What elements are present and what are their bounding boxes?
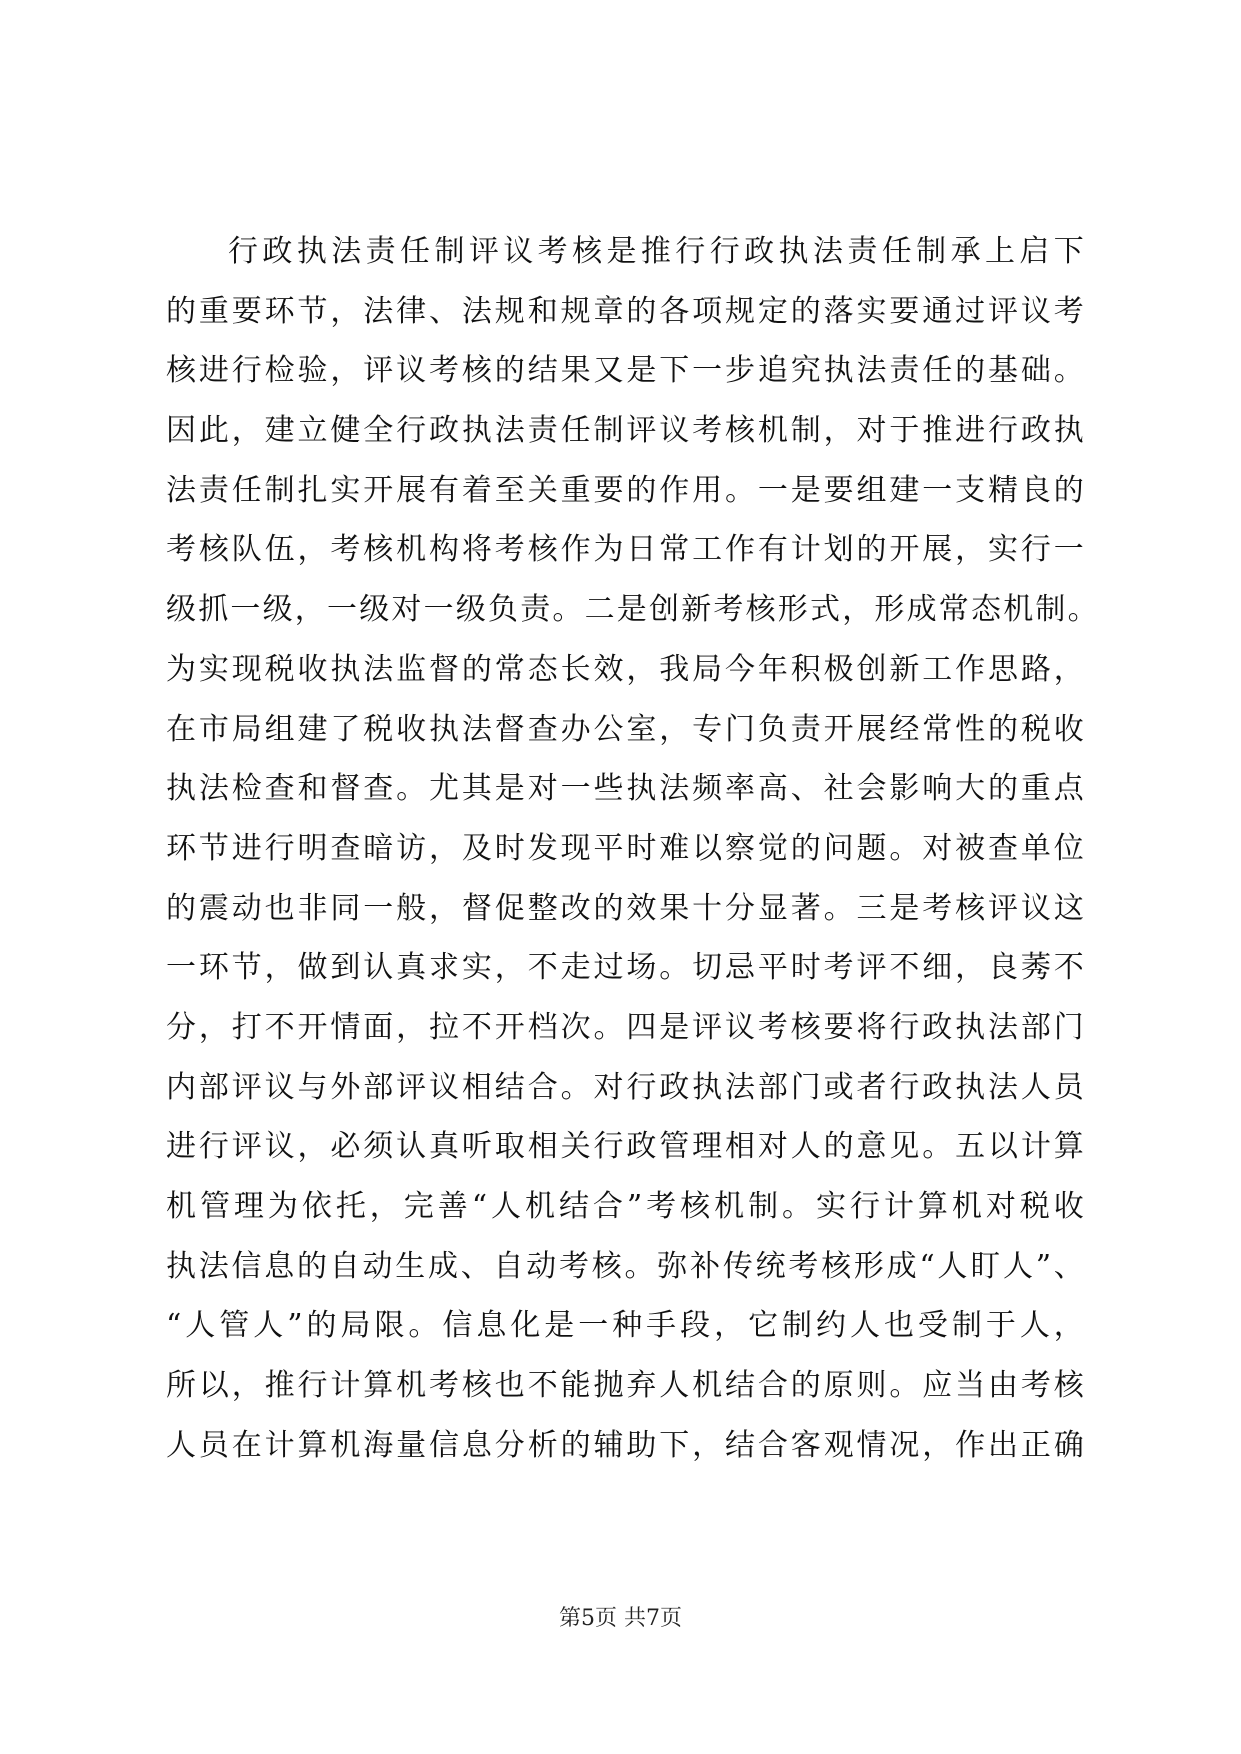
text-line: 法责任制扎实开展有着至关重要的作用。一是要组建一支精良的 (166, 472, 1086, 508)
text-line: 的重要环节，法律、法规和规章的各项规定的落实要通过评议考 (166, 293, 1086, 329)
text-line: 机管理为依托，完善“人机结合”考核机制。实行计算机对税收 (166, 1189, 1086, 1224)
page-number: 第5页 共7页 (559, 1606, 682, 1631)
text-line: 考核队伍，考核机构将考核作为日常工作有计划的开展，实行一 (166, 532, 1086, 568)
text-line: 在市局组建了税收执法督查办公室，专门负责开展经常性的税收 (166, 711, 1086, 747)
text-line: 核进行检验，评议考核的结果又是下一步追究执法责任的基础。 (166, 353, 1086, 389)
text-line: 级抓一级，一级对一级负责。二是创新考核形式，形成常态机制。 (166, 592, 1100, 628)
page-footer (0, 1604, 1241, 1634)
text-line: 进行评议，必须认真听取相关行政管理相对人的意见。五以计算 (166, 1129, 1086, 1165)
text-line: 内部评议与外部评议相结合。对行政执法部门或者行政执法人员 (166, 1069, 1086, 1105)
text-line: 的震动也非同一般，督促整改的效果十分显著。三是考核评议这 (166, 890, 1086, 926)
text-line: 环节进行明查暗访，及时发现平时难以察觉的问题。对被查单位 (166, 830, 1086, 866)
text-line: 因此，建立健全行政执法责任制评议考核机制，对于推进行政执 (166, 413, 1086, 449)
text-line: 一环节，做到认真求实，不走过场。切忌平时考评不细，良莠不 (166, 950, 1086, 986)
document-body (166, 222, 1100, 1475)
text-line: 人员在计算机海量信息分析的辅助下，结合客观情况，作出正确 (166, 1427, 1086, 1463)
text-line: “人管人”的局限。信息化是一种手段，它制约人也受制于人， (166, 1308, 1086, 1344)
text-line: 为实现税收执法监督的常态长效，我局今年积极创新工作思路， (166, 651, 1086, 687)
text-line: 执法检查和督查。尤其是对一些执法频率高、社会影响大的重点 (166, 771, 1086, 807)
text-line: 所以，推行计算机考核也不能抛弃人机结合的原则。应当由考核 (166, 1368, 1086, 1404)
text-line: 行政执法责任制评议考核是推行行政执法责任制承上启下 (228, 234, 1086, 269)
text-line: 执法信息的自动生成、自动考核。弥补传统考核形成“人盯人”、 (166, 1248, 1086, 1284)
text-line: 分，打不开情面，拉不开档次。四是评议考核要将行政执法部门 (166, 1009, 1086, 1045)
